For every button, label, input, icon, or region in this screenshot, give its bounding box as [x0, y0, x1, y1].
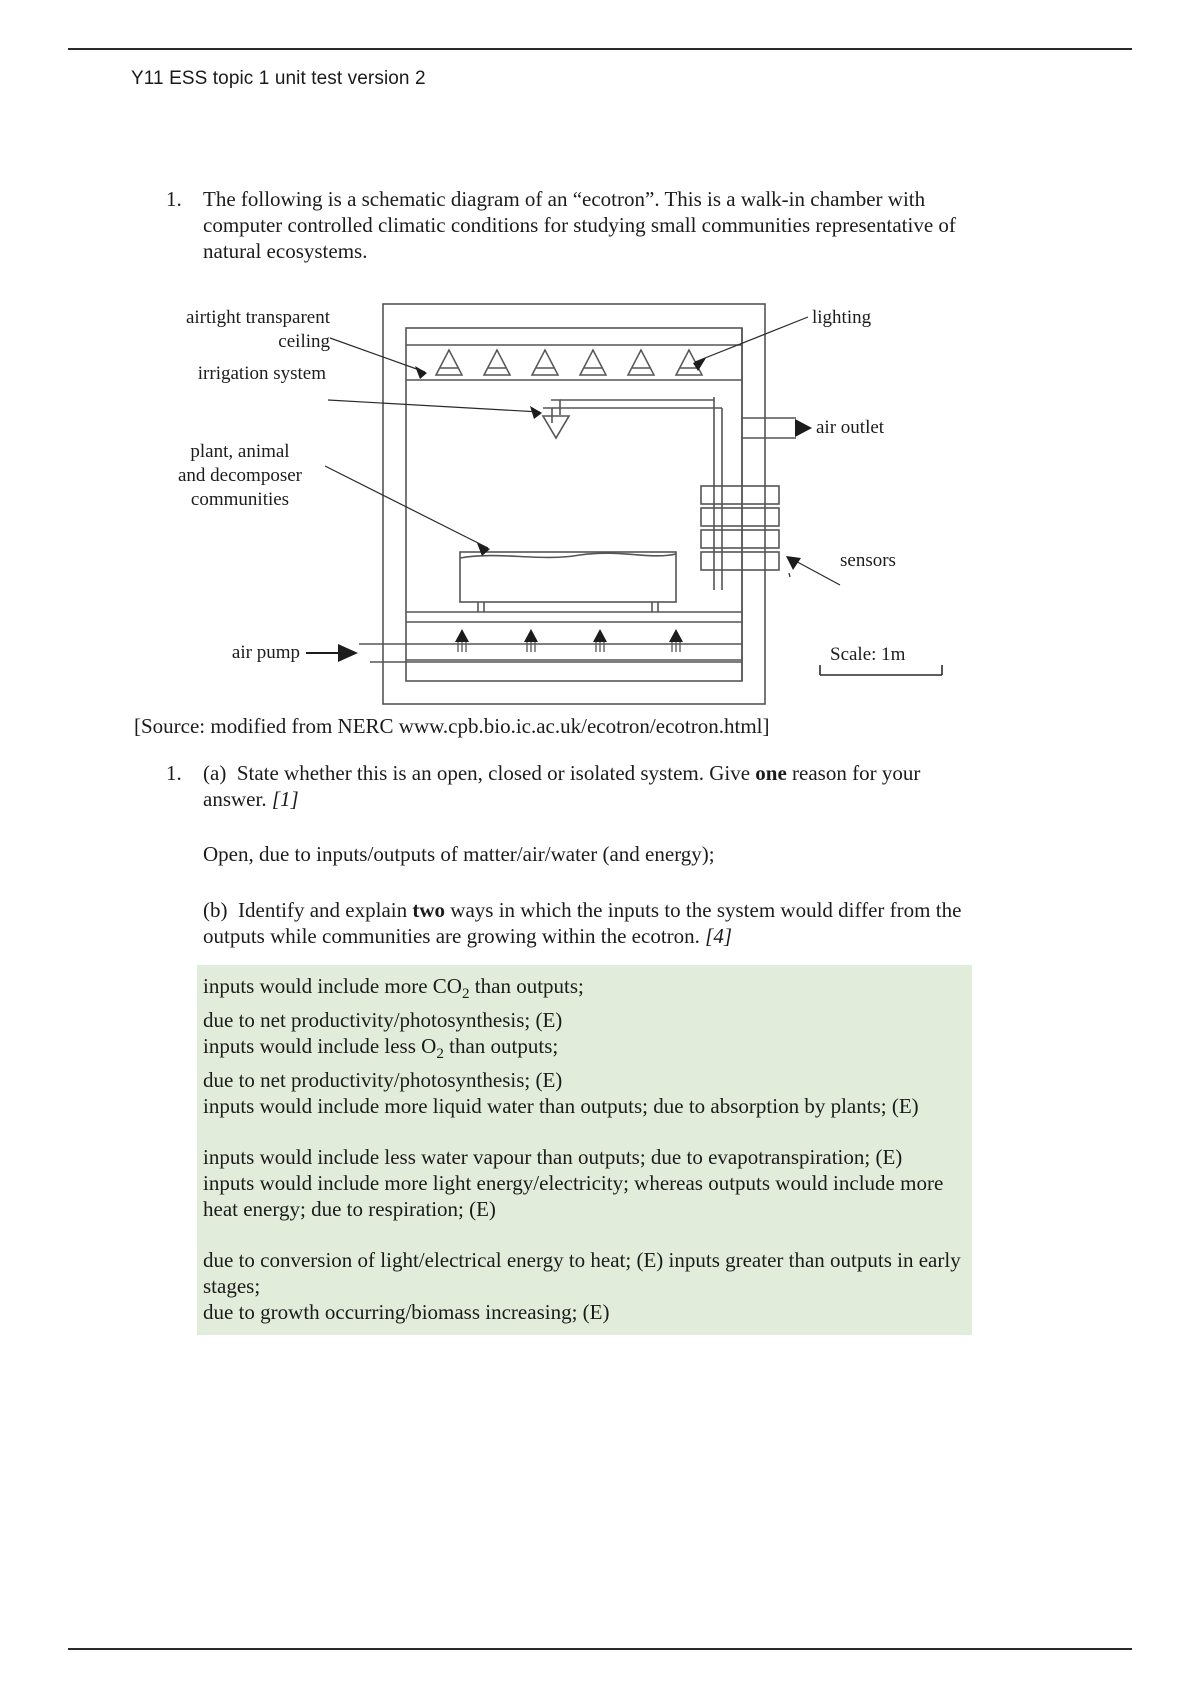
label-air-pump: air pump [231, 642, 300, 663]
label-communities-line1: plant, animal [190, 441, 290, 462]
label-airtight-line2: ceiling [278, 331, 330, 352]
part-a-text-after: reason for your answer. [203, 761, 921, 811]
question-1b [203, 897, 966, 949]
part-b-text-after: ways in which the inputs to the system would differ from the outputs while communities are growing within the ecotron. [203, 898, 962, 948]
answer-line: inputs would include less water vapour than outputs; due to evapotranspiration; (E) [203, 1145, 903, 1170]
air-outlet-arrow [795, 419, 812, 437]
part-b-text-before: Identify and explain [238, 898, 413, 922]
answer-spacer [197, 1222, 972, 1247]
question-1a [166, 760, 966, 812]
part-b-bold-word: two [412, 898, 446, 922]
answer-line: due to growth occurring/biomass increasing; (E) [203, 1300, 610, 1325]
label-lighting: lighting [812, 307, 872, 328]
question-stem-text: The following is a schematic diagram of an “ecotron”. This is a walk-in chamber with computer controlled climatic conditions for studying small communities representative of natural ecosystems. [203, 187, 956, 263]
answer-line: inputs would include more $CO_2$ than outputs; [203, 974, 584, 1003]
label-communities-line2: and decomposer [178, 465, 302, 486]
label-irrigation-system: irrigation system [197, 363, 326, 384]
footer-divider [68, 1648, 1132, 1650]
label-airtight-line1: airtight transparent [185, 307, 330, 328]
answer-line: inputs would include less $O_2$ than outputs; [203, 1034, 559, 1063]
label-plant-animal-decomposer-communities [160, 440, 320, 512]
part-a-letter: (a) [203, 761, 227, 785]
answer-line: due to net productivity/photosynthesis; (E) [203, 1008, 563, 1033]
answer-line: due to conversion of light/electrical energy to heat; (E) inputs greater than outputs in early stages; [203, 1248, 961, 1299]
part-b-marks: [4] [705, 924, 733, 948]
label-sensors: sensors [840, 550, 896, 571]
question-1-stem [166, 186, 976, 264]
label-airtight-transparent-ceiling [140, 306, 330, 354]
answer-line: due to net productivity/photosynthesis; (E) [203, 1068, 563, 1093]
part-a-bold-word: one [755, 761, 787, 785]
part-a-marks: [1] [271, 787, 299, 811]
ecotron-schematic-diagram [140, 290, 980, 715]
answer-spacer [197, 1119, 972, 1144]
answer-line: inputs would include more liquid water than outputs; due to absorption by plants; (E) [203, 1094, 919, 1119]
question-number: 1. [166, 187, 182, 211]
label-scale: Scale: 1m [830, 644, 906, 665]
question-1a-number: 1. [166, 761, 182, 785]
page-title: Y11 ESS topic 1 unit test version 2 [131, 68, 426, 89]
question-1a-text [203, 760, 966, 812]
label-air-outlet: air outlet [816, 417, 885, 438]
answer-line: inputs would include more light energy/electricity; whereas outputs would include more heat energy; due to respiration; (E) [203, 1171, 944, 1222]
answer-1a: Open, due to inputs/outputs of matter/air/water (and energy); [203, 842, 715, 866]
header-divider [68, 48, 1132, 50]
part-a-text-before: State whether this is an open, closed or isolated system. Give [236, 761, 756, 785]
answer-1b-highlight-block [197, 965, 972, 1335]
source-citation: [Source: modified from NERC www.cpb.bio.ic.ac.uk/ecotron/ecotron.html] [134, 714, 770, 738]
part-b-letter: (b) [203, 898, 228, 922]
label-communities-line3: communities [190, 489, 290, 510]
